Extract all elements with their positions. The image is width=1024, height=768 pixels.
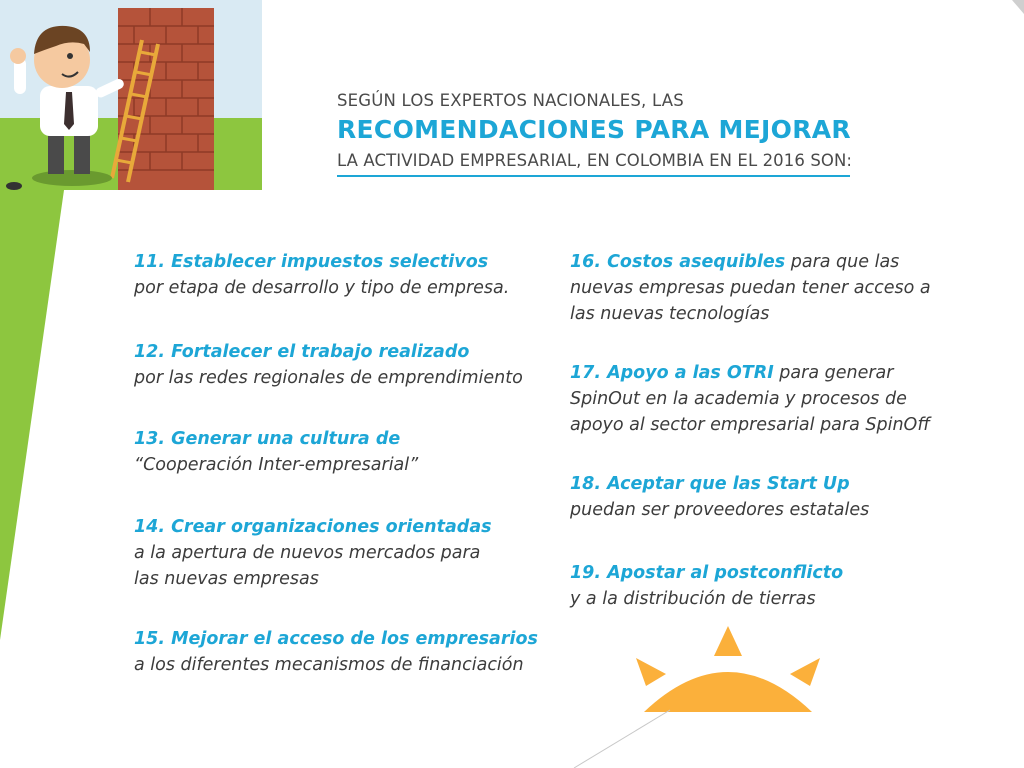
header-line-3: LA ACTIVIDAD EMPRESARIAL, EN COLOMBIA EN EL 2016 SON: <box>337 151 853 170</box>
recommendation-line: apoyo al sector empresarial para SpinOff <box>570 415 930 435</box>
recommendation-line: por las redes regionales de emprendimiento <box>134 368 523 388</box>
recommendation-line: por etapa de desarrollo y tipo de empresa. <box>134 278 510 298</box>
decorative-line <box>560 700 680 768</box>
recommendation-title: 11. Establecer impuestos selectivos <box>134 252 489 272</box>
recommendation-line: a los diferentes mecanismos de financiación <box>134 655 524 675</box>
recommendation-title: 19. Apostar al postconflicto <box>570 563 844 583</box>
corner-arrow-icon <box>1004 0 1024 20</box>
recommendation-line: a la apertura de nuevos mercados para <box>134 543 481 563</box>
recommendation-12 <box>134 339 523 391</box>
header-underline <box>337 175 850 177</box>
recommendation-19 <box>570 560 843 612</box>
recommendation-title: 12. Fortalecer el trabajo realizado <box>134 342 470 362</box>
recommendation-line: “Cooperación Inter-empresarial” <box>134 455 419 475</box>
recommendation-17 <box>570 360 930 438</box>
businessman-brick-wall-illustration <box>0 0 262 190</box>
recommendation-line: puedan ser proveedores estatales <box>570 500 870 520</box>
recommendation-line: SpinOut en la academia y procesos de <box>570 389 907 409</box>
header-line-1: SEGÚN LOS EXPERTOS NACIONALES, LAS <box>337 91 684 110</box>
recommendation-13 <box>134 426 418 478</box>
header <box>337 90 857 177</box>
recommendation-18 <box>570 471 869 523</box>
recommendation-line: las nuevas empresas <box>134 569 319 589</box>
recommendation-title: 17. Apoyo a las OTRI <box>570 363 774 383</box>
recommendation-title: 14. Crear organizaciones orientadas <box>134 517 492 537</box>
recommendation-title: 16. Costos asequibles <box>570 252 786 272</box>
recommendation-line: las nuevas tecnologías <box>570 304 770 324</box>
recommendation-line: nuevas empresas puedan tener acceso a <box>570 278 931 298</box>
recommendation-11 <box>134 249 509 301</box>
header-title: RECOMENDACIONES PARA MEJORAR <box>337 115 851 144</box>
recommendation-line: y a la distribución de tierras <box>570 589 816 609</box>
recommendation-title: 13. Generar una cultura de <box>134 429 401 449</box>
recommendation-rest: para generar <box>773 363 894 383</box>
recommendation-14 <box>134 514 492 592</box>
recommendation-16 <box>570 249 931 327</box>
recommendation-title: 15. Mejorar el acceso de los empresarios <box>134 629 538 649</box>
recommendation-rest: para que las <box>785 252 900 272</box>
recommendation-15 <box>134 626 538 678</box>
recommendation-title: 18. Aceptar que las Start Up <box>570 474 850 494</box>
